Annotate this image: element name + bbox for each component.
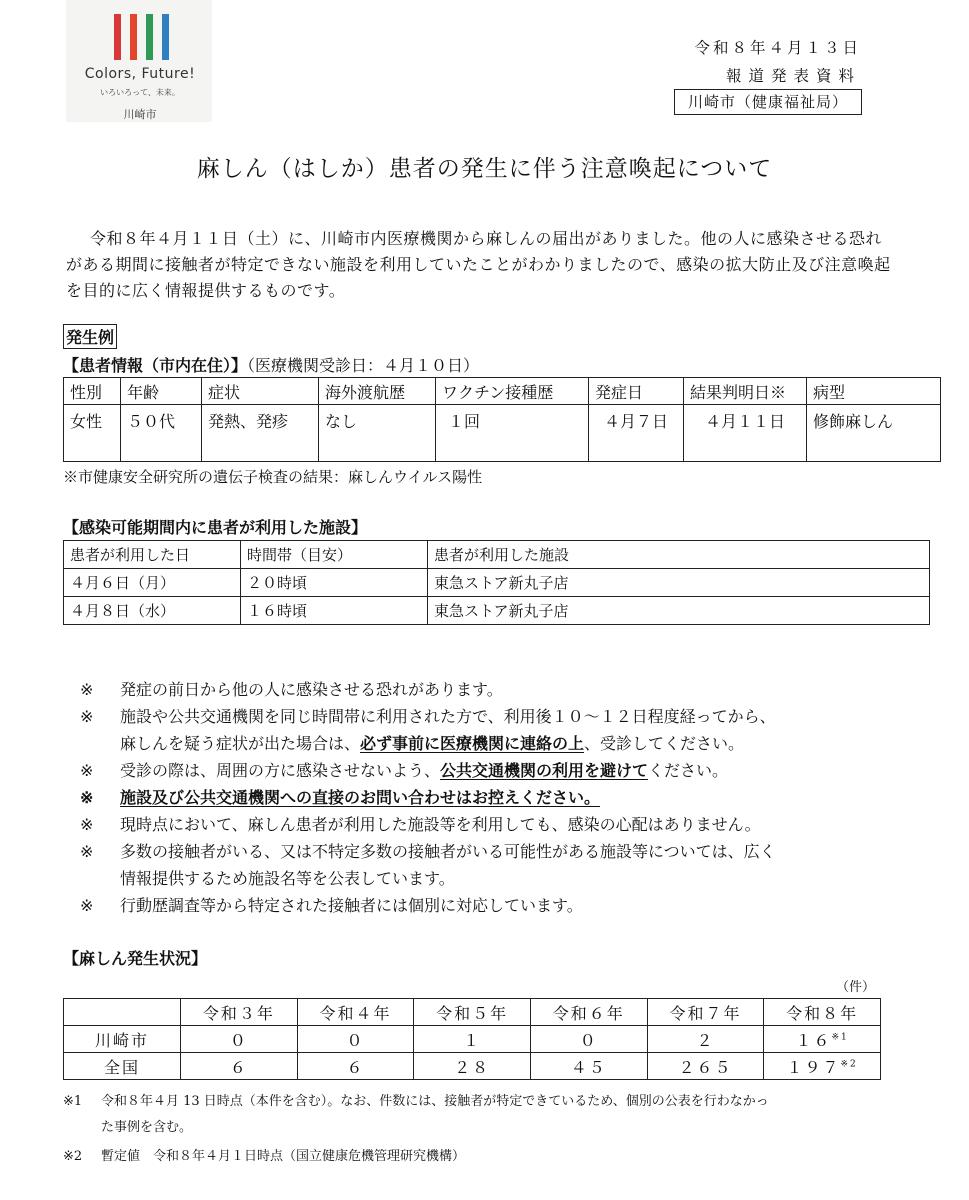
table-cell: 発症日 (589, 378, 684, 405)
table-cell (64, 999, 181, 1026)
patient-heading-text: 【患者情報（市内在住）】 (63, 356, 248, 375)
table-cell: 令和６年 (530, 999, 647, 1026)
table-cell: ２６５ (647, 1053, 764, 1080)
table-cell: 東急ストア新丸子店 (428, 569, 930, 597)
note-item (80, 784, 920, 811)
table-cell: 令和７年 (647, 999, 764, 1026)
table-cell: 年齢 (121, 378, 202, 405)
facilities-table-header (64, 541, 930, 569)
status-table-header (64, 999, 881, 1026)
city-logo-bars (112, 12, 172, 62)
patient-info-heading (63, 353, 479, 376)
note-text: 施設及び公共交通機関への直接のお問い合わせはお控えください。 (120, 788, 601, 807)
table-cell: ４月８日（水） (64, 597, 241, 625)
note-item (80, 838, 920, 892)
footnote-mark: ※1 (63, 1094, 83, 1109)
logo-tagline: Colors, Future! (84, 66, 196, 82)
note-fragment: ください。 (648, 761, 729, 780)
note-text (120, 703, 776, 757)
table-cell: ２０時頃 (241, 569, 428, 597)
facilities-heading: 【感染可能期間内に患者が利用した施設】 (63, 518, 368, 537)
table-cell: 令和３年 (181, 999, 298, 1026)
case-label: 発生例 (63, 324, 117, 349)
table-cell: なし (319, 405, 436, 462)
table-cell: 時間帯（目安） (241, 541, 428, 569)
note-mark: ※ (80, 842, 94, 861)
note-item (80, 811, 920, 838)
status-heading: 【麻しん発生状況】 (63, 949, 208, 968)
table-cell: ４５ (530, 1053, 647, 1080)
note-text: 現時点において、麻しん患者が利用した施設等を利用しても、感染の心配はありません。 (120, 815, 761, 834)
note-item (80, 757, 920, 784)
table-cell: ４月７日 (589, 405, 684, 462)
table-cell: ６ (181, 1053, 298, 1080)
table-cell: ２ (647, 1026, 764, 1053)
table-cell: ０ (530, 1026, 647, 1053)
cell-value: １６ (795, 1030, 832, 1050)
note-emphasis: 必ず事前に医療機関に連絡の上 (360, 734, 585, 753)
logo-bar-3 (146, 14, 153, 60)
table-cell: 令和５年 (414, 999, 531, 1026)
caution-notes (80, 676, 920, 919)
note-mark: ※ (80, 680, 94, 699)
table-cell: 病型 (807, 378, 941, 405)
table-cell: 女性 (64, 405, 121, 462)
table-cell: ５０代 (121, 405, 202, 462)
table-cell: 東急ストア新丸子店 (428, 597, 930, 625)
status-table-row (64, 1026, 881, 1053)
table-cell: 結果判明日※ (684, 378, 807, 405)
note-text: 発症の前日から他の人に感染させる恐れがあります。 (120, 680, 503, 699)
table-cell: 修飾麻しん (807, 405, 941, 462)
logo-bar-2 (130, 14, 137, 60)
patient-table (63, 377, 941, 462)
note-line (120, 730, 776, 757)
note-mark: ※ (80, 788, 94, 807)
note-text (120, 757, 728, 784)
table-cell: ０ (297, 1026, 414, 1053)
patient-table-header (64, 378, 941, 405)
logo-subline: いろいろって、未来。 (100, 88, 180, 97)
patient-table-row (64, 405, 941, 462)
note-fragment: 受診の際は、周囲の方に感染させないよう、 (120, 761, 441, 780)
document-type: 報道発表資料 (725, 67, 861, 85)
logo-bar-4 (162, 14, 169, 60)
lab-result-note: ※市健康安全研究所の遺伝子検査の結果：麻しんウイルス陽性 (63, 468, 483, 486)
note-mark: ※ (80, 896, 94, 915)
footnote-mark: ※2 (63, 1149, 83, 1164)
unit-label: （件） (836, 980, 876, 995)
issuing-organization: 川崎市（健康福祉局） (674, 89, 862, 115)
page-title: 麻しん（はしか）患者の発生に伴う注意喚起について (196, 156, 773, 182)
note-mark: ※ (80, 761, 94, 780)
table-cell: 患者が利用した日 (64, 541, 241, 569)
status-table-row (64, 1053, 881, 1080)
table-cell: ６ (297, 1053, 414, 1080)
footnote-1 (63, 1090, 769, 1109)
note-fragment: 麻しんを疑う症状が出た場合は、 (120, 734, 361, 753)
table-cell (764, 1053, 881, 1080)
facilities-table (63, 540, 930, 625)
table-cell: 患者が利用した施設 (428, 541, 930, 569)
facilities-table-row (64, 597, 930, 625)
patient-visit-date: （医療機関受診日：４月１０日） (247, 356, 480, 375)
release-date: 令和８年４月１３日 (694, 39, 861, 57)
note-text: 行動歴調査等から特定された接触者には個別に対応しています。 (120, 896, 583, 915)
footnote-ref: ※2 (840, 1059, 858, 1070)
table-cell: 海外渡航歴 (319, 378, 436, 405)
table-cell: 全国 (64, 1053, 181, 1080)
footnote-text: 暫定値 令和８年４月１日時点（国立健康危機管理研究機構） (101, 1149, 466, 1164)
status-table (63, 998, 881, 1080)
table-cell: ワクチン接種歴 (436, 378, 589, 405)
table-cell: ４月１１日 (684, 405, 807, 462)
table-cell: ２８ (414, 1053, 531, 1080)
table-cell: ０ (181, 1026, 298, 1053)
facilities-table-row (64, 569, 930, 597)
footnote-text: 令和８年４月 13 日時点（本件を含む）。なお、件数には、接触者が特定できているため、個別の公表を行わなかっ (101, 1094, 769, 1109)
table-cell: １６時頃 (241, 597, 428, 625)
footnote-1-cont: た事例を含む。 (101, 1120, 193, 1135)
table-cell: １回 (436, 405, 589, 462)
table-cell: 川崎市 (64, 1026, 181, 1053)
note-mark: ※ (80, 707, 94, 726)
table-cell (764, 1026, 881, 1053)
note-emphasis: 公共交通機関の利用を避けて (440, 761, 649, 780)
intro-paragraph: 令和８年４月１１日（土）に、川崎市内医療機関から麻しんの届出がありました。他の人に感染させる恐れがある期間に接触者が特定できない施設を利用していたことがわかりましたので、感染の拡大防止及び注意喚起を目的に広く情報提供するものです。 (66, 229, 891, 300)
cell-value: １９７ (786, 1057, 841, 1077)
table-cell: 令和４年 (297, 999, 414, 1026)
logo-city-name: 川崎市 (123, 108, 157, 121)
note-item (80, 703, 920, 757)
table-cell: 性別 (64, 378, 121, 405)
table-cell: ４月６日（月） (64, 569, 241, 597)
note-item (80, 676, 920, 703)
logo-bar-1 (114, 14, 121, 60)
note-mark: ※ (80, 815, 94, 834)
footnote-2 (63, 1145, 465, 1164)
table-cell: 発熱、発疹 (202, 405, 319, 462)
note-fragment: 、受診してください。 (584, 734, 745, 753)
note-text (120, 838, 776, 892)
table-cell: 令和８年 (764, 999, 881, 1026)
table-cell: １ (414, 1026, 531, 1053)
note-line: 施設や公共交通機関を同じ時間帯に利用された方で、利用後１０～１２日程度経ってから、 (120, 707, 776, 726)
note-line: 多数の接触者がいる、又は不特定多数の接触者がいる可能性がある施設等については、広く (120, 842, 776, 861)
note-item (80, 892, 920, 919)
footnote-ref: ※1 (831, 1032, 849, 1043)
table-cell: 症状 (202, 378, 319, 405)
note-line: 情報提供するため施設名等を公表しています。 (120, 869, 455, 888)
